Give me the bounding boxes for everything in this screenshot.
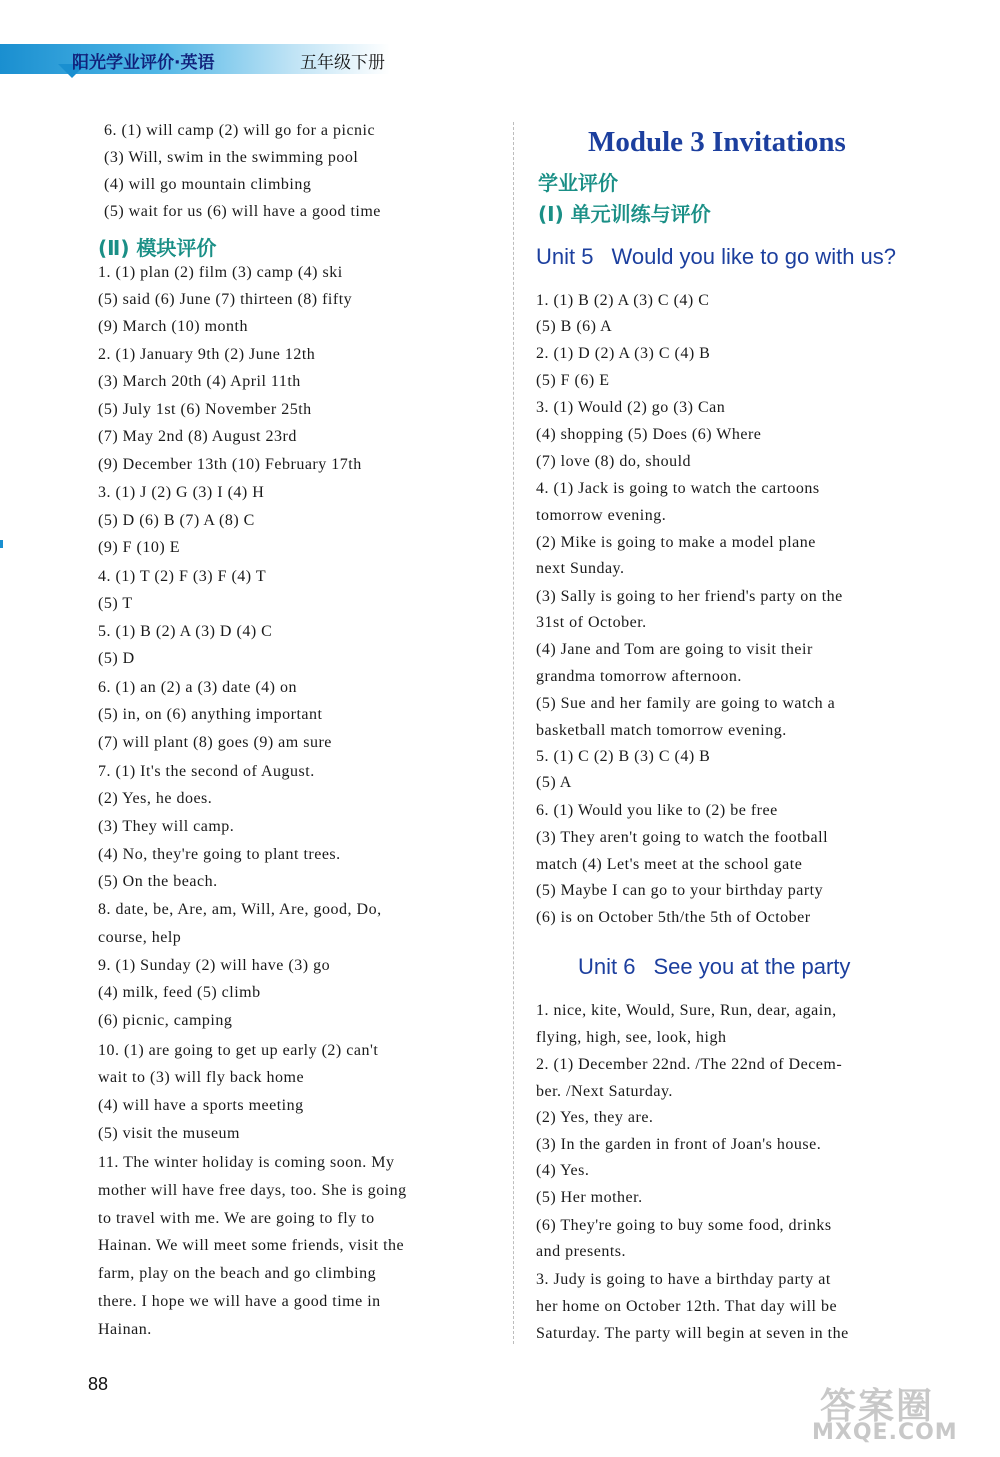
answer-line: (4) Jane and Tom are going to visit their — [536, 641, 813, 658]
answer-line: (5) said (6) June (7) thirteen (8) fifty — [98, 291, 353, 308]
answer-line: 3. (1) Would (2) go (3) Can — [536, 399, 726, 416]
answer-line: (5) T — [98, 595, 133, 612]
answer-line: (2) Yes, they are. — [536, 1109, 654, 1126]
answer-line: her home on October 12th. That day will be — [536, 1298, 838, 1315]
answer-line: (5) D (6) B (7) A (8) C — [98, 512, 255, 529]
answer-line: course, help — [98, 929, 182, 946]
answer-line: 5. (1) B (2) A (3) D (4) C — [98, 623, 273, 640]
answer-line: (5) wait for us (6) will have a good time — [104, 203, 381, 220]
unit-6-label: Unit 6 — [578, 954, 636, 979]
unit-6-title: See you at the party — [653, 954, 851, 979]
answer-line: (7) will plant (8) goes (9) am sure — [98, 734, 332, 751]
answer-line: (4) No, they're going to plant trees. — [98, 846, 341, 863]
watermark-url: MXQE.COM — [812, 1420, 958, 1445]
answer-line: there. I hope we will have a good time in — [98, 1293, 381, 1310]
grade-label: 五年级下册 — [300, 53, 385, 73]
answer-line: (5) Maybe I can go to your birthday party — [536, 882, 824, 899]
section-title-academic-evaluation: 学业评价 — [538, 171, 618, 195]
answer-line: (5) Her mother. — [536, 1189, 643, 1206]
answer-line: ber. /Next Saturday. — [536, 1083, 673, 1100]
unit-5-label: Unit 5 — [536, 244, 594, 269]
answer-line: (5) A — [536, 774, 572, 791]
answer-line: 6. (1) an (2) a (3) date (4) on — [98, 679, 297, 696]
watermark-text: 答案圈 — [820, 1386, 935, 1427]
answer-line: 1. (1) B (2) A (3) C (4) C — [536, 292, 710, 309]
section-title-unit-training: (Ⅰ) 单元训练与评价 — [538, 202, 711, 226]
answer-line: (5) July 1st (6) November 25th — [98, 401, 312, 418]
answer-line: (4) will have a sports meeting — [98, 1097, 304, 1114]
answer-line: (6) picnic, camping — [98, 1012, 233, 1029]
answer-line: next Sunday. — [536, 560, 625, 577]
answer-line: (7) May 2nd (8) August 23rd — [98, 428, 297, 445]
series-title: 阳光学业评价·英语 — [72, 53, 215, 73]
answer-line: 7. (1) It's the second of August. — [98, 763, 315, 780]
answer-line: (4) will go mountain climbing — [104, 176, 312, 193]
answer-line: (6) They're going to buy some food, drinks — [536, 1217, 832, 1234]
answer-line: grandma tomorrow afternoon. — [536, 668, 742, 685]
answer-line: mother will have free days, too. She is going — [98, 1182, 407, 1199]
unit-6-heading — [578, 954, 850, 980]
answer-line: 1. (1) plan (2) film (3) camp (4) ski — [98, 264, 343, 281]
answer-line: (3) Sally is going to her friend's party on the — [536, 588, 843, 605]
answer-line: Saturday. The party will begin at seven in the — [536, 1325, 849, 1342]
unit-5-heading — [536, 244, 896, 270]
answer-line: and presents. — [536, 1243, 627, 1260]
section-title-module-evaluation: (Ⅱ) 模块评价 — [98, 236, 217, 260]
answer-line: 9. (1) Sunday (2) will have (3) go — [98, 957, 331, 974]
answer-line: 2. (1) D (2) A (3) C (4) B — [536, 345, 711, 362]
answer-line: 31st of October. — [536, 614, 647, 631]
answer-line: (4) Yes. — [536, 1162, 590, 1179]
answer-line: (7) love (8) do, should — [536, 453, 692, 470]
answer-line: (5) B (6) A — [536, 318, 613, 335]
page-number: 88 — [88, 1374, 109, 1394]
module-title: Module 3 Invitations — [588, 126, 846, 158]
answer-line: to travel with me. We are going to fly to — [98, 1210, 375, 1227]
answer-line: (5) On the beach. — [98, 873, 218, 890]
answer-line: 4. (1) T (2) F (3) F (4) T — [98, 568, 267, 585]
answer-line: (6) is on October 5th/the 5th of October — [536, 909, 811, 926]
answer-line: (5) F (6) E — [536, 372, 610, 389]
answer-line: farm, play on the beach and go climbing — [98, 1265, 377, 1282]
answer-line: wait to (3) will fly back home — [98, 1069, 305, 1086]
answer-line: 3. (1) J (2) G (3) I (4) H — [98, 484, 265, 501]
answer-line: (9) March (10) month — [98, 318, 248, 335]
answer-line: 1. nice, kite, Would, Sure, Run, dear, again, — [536, 1002, 837, 1019]
answer-line: 3. Judy is going to have a birthday party at — [536, 1271, 831, 1288]
answer-line: flying, high, see, look, high — [536, 1029, 727, 1046]
answer-line: (3) They aren't going to watch the football — [536, 829, 829, 846]
answer-line: (9) F (10) E — [98, 539, 180, 556]
answer-line: tomorrow evening. — [536, 507, 667, 524]
answer-line: (5) D — [98, 650, 135, 667]
answer-line: (3) They will camp. — [98, 818, 235, 835]
column-divider — [513, 122, 514, 1344]
answer-line: 11. The winter holiday is coming soon. My — [98, 1154, 395, 1171]
answer-line: (5) visit the museum — [98, 1125, 240, 1142]
answer-line: Hainan. — [98, 1321, 152, 1338]
answer-line: (4) milk, feed (5) climb — [98, 984, 261, 1001]
answer-line: 5. (1) C (2) B (3) C (4) B — [536, 748, 711, 765]
answer-line: (9) December 13th (10) February 17th — [98, 456, 362, 473]
answer-line: Hainan. We will meet some friends, visit the — [98, 1237, 405, 1254]
answer-line: 8. date, be, Are, am, Will, Are, good, Do, — [98, 901, 382, 918]
answer-line: 6. (1) will camp (2) will go for a picnic — [104, 122, 376, 139]
answer-line: 6. (1) Would you like to (2) be free — [536, 802, 778, 819]
answer-line: match (4) Let's meet at the school gate — [536, 856, 803, 873]
answer-line: basketball match tomorrow evening. — [536, 722, 787, 739]
watermark — [812, 1378, 987, 1450]
answer-line: 2. (1) December 22nd. /The 22nd of Decem- — [536, 1056, 843, 1073]
answer-line: (5) Sue and her family are going to watch a — [536, 695, 836, 712]
answer-line: (5) in, on (6) anything important — [98, 706, 323, 723]
answer-line: 4. (1) Jack is going to watch the cartoons — [536, 480, 820, 497]
unit-5-title: Would you like to go with us? — [611, 244, 897, 269]
answer-line: (2) Yes, he does. — [98, 790, 213, 807]
side-margin-mark — [0, 540, 3, 548]
answer-line: (4) shopping (5) Does (6) Where — [536, 426, 762, 443]
answer-line: (3) Will, swim in the swimming pool — [104, 149, 359, 166]
answer-line: (2) Mike is going to make a model plane — [536, 534, 816, 551]
answer-line: (3) In the garden in front of Joan's house. — [536, 1136, 822, 1153]
answer-line: (3) March 20th (4) April 11th — [98, 373, 301, 390]
answer-line: 10. (1) are going to get up early (2) can't — [98, 1042, 379, 1059]
answer-line: 2. (1) January 9th (2) June 12th — [98, 346, 316, 363]
